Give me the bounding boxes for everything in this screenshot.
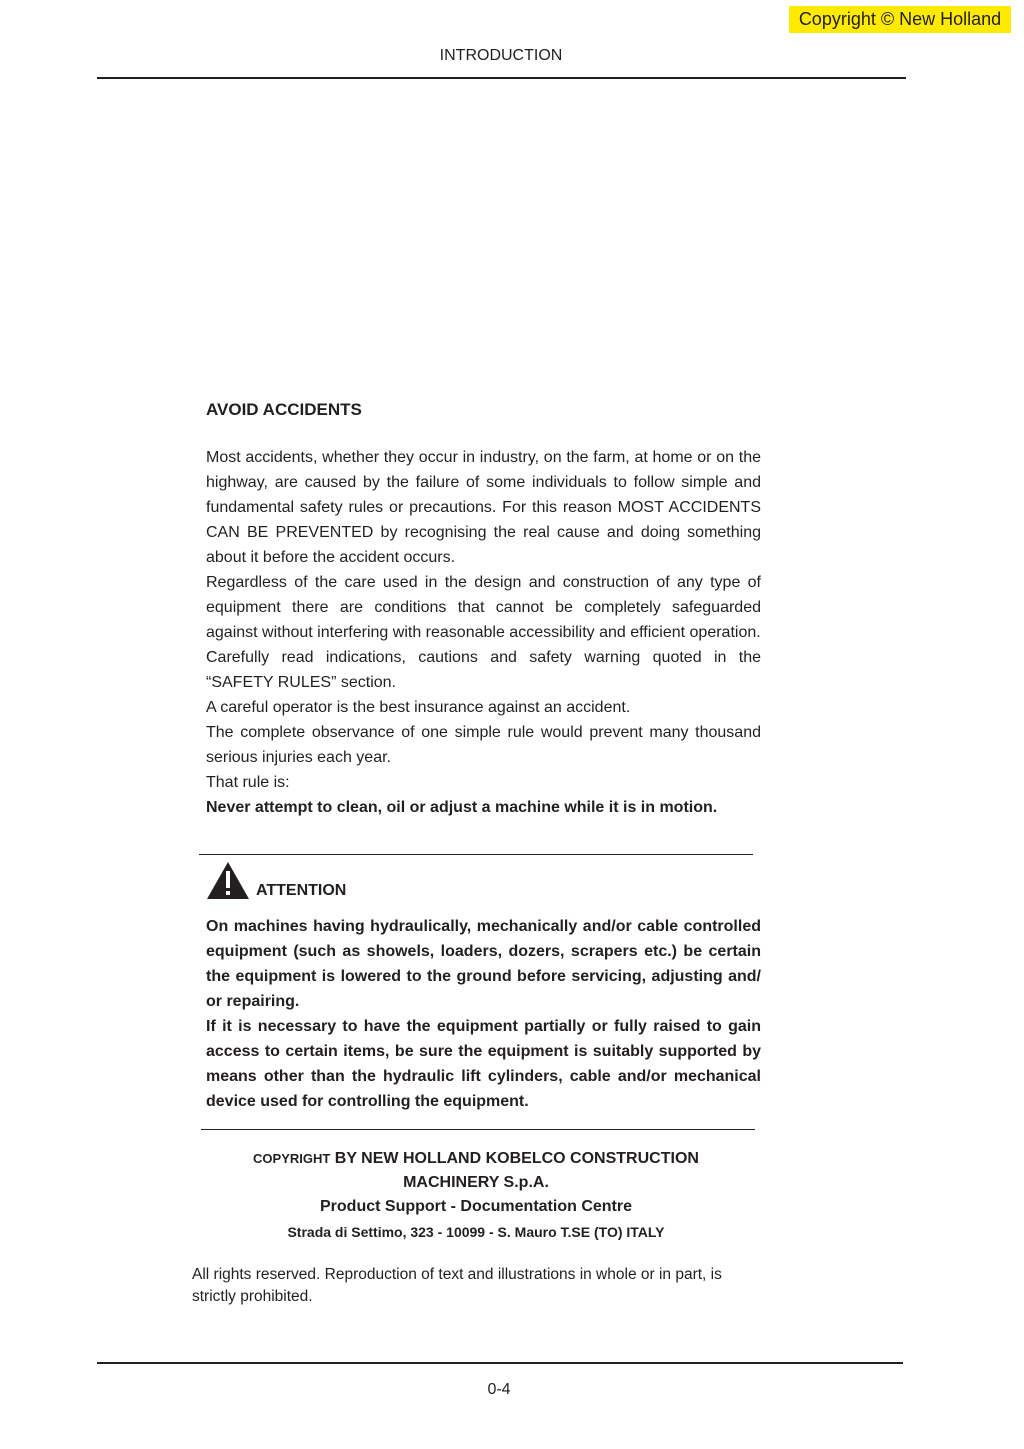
header-rule (97, 77, 906, 79)
copyright-prefix: COPYRIGHT (253, 1151, 331, 1166)
page-header-title: INTRODUCTION (439, 47, 563, 64)
attention-label: ATTENTION (256, 882, 347, 899)
copyright-department: Product Support - Documentation Centre (320, 1198, 632, 1215)
warning-triangle-icon (207, 862, 249, 899)
safety-rule: Never attempt to clean, oil or adjust a machine while it is in motion. (206, 799, 718, 816)
copyright-address: Strada di Settimo, 323 - 10099 - S. Mauro T.SE (TO) ITALY (287, 1224, 665, 1240)
attention-body (206, 914, 761, 1114)
paragraph: The complete observance of one simple rule would prevent many thousand serious injuries each year. (206, 724, 761, 766)
attention-paragraph: On machines having hydraulically, mechanically and/or cable controlled equipment (such as showels, loaders, dozers, scrapers etc.) be certain the equipment is lowered to the ground before servicing, adjusting and/ or repairing. (206, 918, 761, 1010)
copyright-watermark: Copyright © New Holland (789, 6, 1011, 33)
page-number: 0-4 (487, 1381, 511, 1398)
copyright-line (200, 1147, 752, 1171)
rights-notice: All rights reserved. Reproduction of text and illustrations in whole or in part, is strictly prohibited. (192, 1266, 722, 1305)
paragraph: A careful operator is the best insurance against an accident. (206, 699, 631, 716)
copyright-block (200, 1147, 752, 1245)
copyright-company-2: MACHINERY S.p.A. (403, 1174, 549, 1191)
section-body (206, 445, 761, 820)
paragraph: Regardless of the care used in the design and construction of any type of equipment there are conditions that cannot be completely safeguarded against without interfering with reasonable accessibility and efficient operation. (206, 574, 761, 641)
paragraph: Most accidents, whether they occur in industry, on the farm, at home or on the highway, are caused by the failure of some individuals to follow simple and fundamental safety rules or precautions. For this reason MOST ACCIDENTS CAN BE PREVENTED by recognising the real cause and doing something about it before the accident occurs. (206, 449, 761, 566)
copyright-company: BY NEW HOLLAND KOBELCO CONSTRUCTION (334, 1150, 699, 1167)
section-title: AVOID ACCIDENTS (206, 400, 362, 419)
paragraph: Carefully read indications, cautions and safety warning quoted in the “SAFETY RULES” section. (206, 649, 761, 691)
footer-rule (97, 1362, 903, 1364)
attention-paragraph: If it is necessary to have the equipment partially or fully raised to gain access to certain items, be sure the equipment is suitably supported by means other than the hydraulic lift cylinders, cable and/or mechanical device used for controlling the equipment. (206, 1018, 761, 1110)
attention-bottom-rule (201, 1129, 755, 1130)
paragraph: That rule is: (206, 774, 290, 791)
attention-header (207, 862, 507, 902)
attention-top-rule (199, 854, 753, 855)
